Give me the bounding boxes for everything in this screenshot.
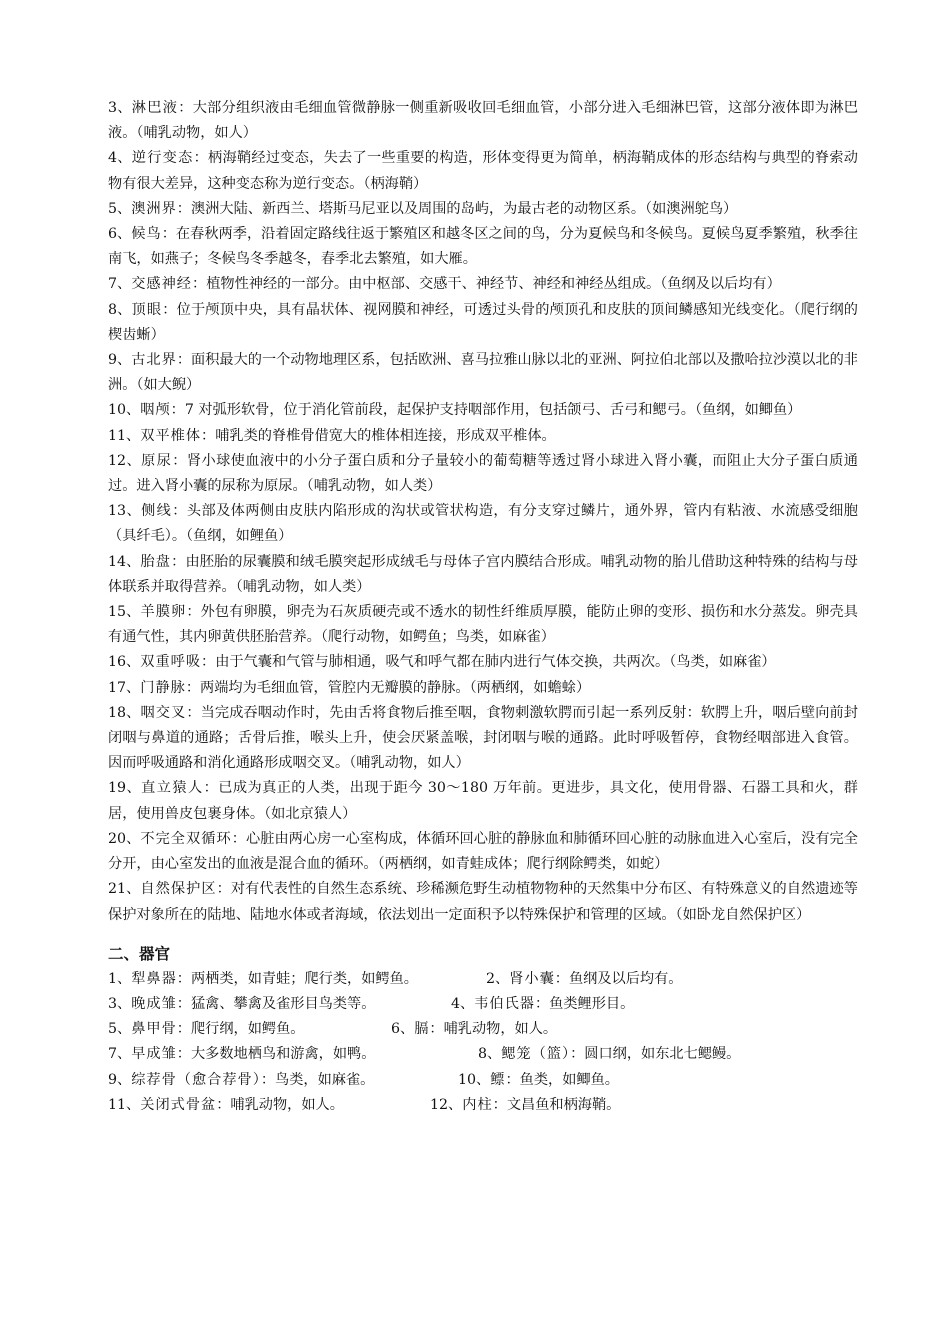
definition-entry (108, 499, 858, 549)
entry-text: 对有代表性的自然生态系统、珍稀濒危野生动植物物种的天然集中分布区、有特殊意义的自然遗迹等保护对象所在的陆地、陆地水体或者海域，依法划出一定面积予以特殊保护和管理的区域。（如卧龙自然保护区） (108, 881, 858, 923)
entry-text: 心脏由两心房一心室构成，体循环回心脏的静脉血和肺循环回心脏的动脉血进入心室后，没有完全分开，由心室发出的血液是混合血的循环。（两栖纲，如青蛙成体；爬行纲除鳄类，如蛇） (108, 830, 858, 873)
organ-number: 9、 (108, 1071, 132, 1088)
entry-term: 不完全双循环 (140, 830, 232, 847)
organ-item (486, 967, 683, 992)
entry-text: 位于颅顶中央，具有晶状体、视网膜和神经，可透过头骨的颅顶孔和皮肤的顶间鳞感知光线变化。（爬行纲的楔齿蜥） (108, 301, 858, 343)
organ-term: 关闭式骨盆 (140, 1096, 217, 1113)
entry-number: 5、 (108, 200, 132, 217)
organ-item (391, 1017, 557, 1042)
entry-separator: ： (170, 402, 185, 419)
organ-item (108, 967, 486, 992)
entry-separator: ： (193, 150, 209, 167)
entry-term: 顶眼 (131, 301, 163, 318)
entry-number: 9、 (108, 352, 132, 369)
organ-text: ：猛禽、攀禽及雀形目鸟类等。 (176, 995, 376, 1012)
definition-entry (108, 96, 858, 146)
organ-text: ：文昌鱼和柄海鞘。 (492, 1096, 621, 1113)
organ-number: 7、 (108, 1046, 132, 1063)
entry-term: 原尿 (141, 452, 173, 469)
organ-text: ：圆口纲，如东北七鳃鳗。 (570, 1046, 741, 1063)
entry-number: 17、 (108, 679, 141, 696)
definition-entry (108, 701, 858, 777)
organ-row (108, 1042, 858, 1067)
entry-term: 侧线 (141, 503, 173, 520)
entry-separator: ： (203, 780, 219, 797)
entry-number: 16、 (108, 654, 141, 671)
entry-term: 双重呼吸 (140, 654, 202, 671)
entry-separator: ： (178, 100, 193, 116)
organ-text: ：鱼类鲤形目。 (534, 995, 635, 1012)
organ-text: ：爬行纲，如鳄鱼。 (176, 1021, 305, 1038)
organ-row (108, 1093, 858, 1118)
organ-row (108, 1068, 858, 1093)
entry-number: 19、 (108, 780, 142, 797)
definition-entry (108, 348, 858, 398)
section-heading-organs: 二、器官 (108, 944, 171, 963)
entry-text: 7 对弧形软骨，位于消化管前段，起保护支持咽部作用，包括颌弓、舌弓和鳃弓。（鱼纲，如鲫鱼） (184, 402, 802, 419)
definition-entry (108, 298, 858, 348)
entry-term: 澳洲界 (131, 200, 177, 217)
entry-text: 肾小球使血液中的小分子蛋白质和分子量较小的葡萄糖等透过肾小球进入肾小囊，而阻止大分子蛋白质通过。进入肾小囊的尿称为原尿。（哺乳动物，如人类） (108, 452, 858, 495)
entry-term: 自然保护区 (140, 881, 217, 898)
entry-number: 15、 (108, 604, 141, 621)
entry-number: 18、 (108, 704, 141, 721)
entry-separator: ： (201, 654, 216, 671)
entry-separator: ： (186, 604, 201, 621)
entry-text: 大部分组织液由毛细血管微静脉一侧重新吸收回毛细血管，小部分进入毛细淋巴管，这部分液体即为淋巴液。（哺乳动物，如人） (108, 100, 858, 142)
organ-number: 8、 (478, 1046, 502, 1063)
entry-separator: ： (176, 200, 191, 217)
organ-text: ：哺乳动物，如人。 (216, 1096, 344, 1113)
organ-text: ：两栖类，如青蛙；爬行类，如鳄鱼。 (176, 970, 418, 987)
organ-row (108, 992, 858, 1017)
entry-number: 8、 (108, 301, 132, 318)
organ-term: 犁鼻器 (131, 970, 177, 987)
organ-item (108, 1042, 478, 1067)
entry-text: 头部及体两侧由皮肤内陷形成的沟状或管状构造，有分支穿过鳞片，通外界，管内有粘液、水流感受细胞（具纤毛）。（鱼纲，如鲤鱼） (108, 503, 858, 545)
organ-item (108, 1093, 430, 1118)
organ-number: 2、 (486, 970, 510, 987)
entry-text: 由于气囊和气管与肺相通，吸气和呼气都在肺内进行气体交换，共两次。（鸟类，如麻雀） (215, 654, 776, 671)
organ-item (478, 1042, 740, 1067)
entry-separator: ： (172, 503, 187, 520)
entry-number: 3、 (108, 100, 132, 116)
organ-number: 6、 (391, 1021, 415, 1038)
entry-term: 门静脉 (140, 679, 186, 696)
organ-text: ：鱼纲及以后均有。 (554, 970, 683, 987)
organ-number: 1、 (108, 970, 132, 987)
organ-term: 鼻甲骨 (131, 1021, 177, 1038)
organ-term: 内柱 (462, 1096, 493, 1113)
entry-term: 交感神经 (131, 276, 192, 293)
organ-row (108, 1017, 858, 1042)
organ-text: ：鱼类，如鲫鱼。 (505, 1071, 619, 1088)
definition-entry (108, 650, 858, 675)
definition-entry (108, 600, 858, 650)
entry-separator: ： (185, 679, 201, 696)
organ-number: 10、 (458, 1071, 491, 1088)
definition-entry (108, 676, 858, 701)
entry-text: 由胚胎的尿囊膜和绒毛膜突起形成绒毛与母体子宫内膜结合形成。哺乳动物的胎儿借助这种特殊的结构与母体联系并取得营养。（哺乳动物，如人类） (108, 553, 858, 595)
entry-separator: ： (161, 226, 176, 243)
entry-number: 11、 (108, 427, 141, 444)
entry-term: 候鸟 (131, 226, 162, 243)
entry-number: 12、 (108, 452, 142, 469)
definition-entry (108, 222, 858, 272)
organ-number: 11、 (108, 1096, 141, 1113)
definition-entry (108, 550, 858, 600)
definition-entry (108, 776, 858, 826)
organ-term: 晚成雏 (131, 995, 177, 1012)
definition-entry (108, 272, 858, 297)
organ-term: 早成雏 (131, 1046, 177, 1063)
entry-number: 10、 (108, 402, 141, 419)
entry-separator: ： (216, 881, 231, 898)
organ-term: 综荐骨（愈合荐骨） (131, 1071, 261, 1088)
entry-separator: ： (231, 830, 246, 847)
organ-text: ：哺乳动物，如人。 (429, 1021, 558, 1038)
entry-text: 已成为真正的人类，出现于距今 30～180 万年前。更进步，具文化，使用骨器、石器工具和火，群居，使用兽皮包裹身体。（如北京猿人） (108, 780, 858, 822)
entry-term: 直立猿人 (141, 780, 204, 797)
entry-text: 面积最大的一个动物地理区系，包括欧洲、喜马拉雅山脉以北的亚洲、阿拉伯北部以及撒哈拉沙漠以北的非洲。（如大鲵） (108, 352, 858, 394)
entry-separator: ： (162, 301, 177, 318)
organ-row (108, 967, 858, 992)
organ-text: ：鸟类，如麻雀。 (260, 1071, 375, 1088)
entry-text: 两端均为毛细血管，管腔内无瓣膜的静脉。（两栖纲，如蟾蜍） (200, 679, 591, 696)
organ-list (108, 967, 858, 1118)
definition-entry (108, 877, 858, 927)
entry-number: 7、 (108, 276, 132, 293)
organ-term: 韦伯氏器 (474, 995, 535, 1012)
organ-term: 肾小囊 (509, 970, 555, 987)
organ-term: 鳔 (490, 1071, 506, 1088)
organ-item (430, 1093, 620, 1118)
entry-number: 21、 (108, 881, 141, 898)
organ-item (108, 992, 451, 1017)
entry-term: 古北界 (131, 352, 177, 369)
definition-entry (108, 424, 858, 449)
entry-separator: ： (201, 427, 216, 444)
organ-item (451, 992, 634, 1017)
entry-number: 4、 (108, 150, 132, 167)
entry-text: 当完成吞咽动作时，先由舌将食物后推至咽，食物刺激软腭而引起一系列反射：软腭上升，咽后壁向前封闭咽与鼻道的通路；舌骨后推，喉头上升，使会厌紧盖喉，封闭咽与喉的通路。此时呼吸暂停，食物经咽部进入食管。因而呼吸通路和消化通路形成咽交叉。（哺乳动物，如人） (108, 704, 858, 772)
entry-separator: ： (171, 553, 186, 570)
organ-number: 12、 (430, 1096, 463, 1113)
entry-separator: ： (176, 352, 192, 369)
definition-entry (108, 197, 858, 222)
definition-entry (108, 827, 858, 877)
entry-separator: ： (186, 704, 201, 721)
definition-list (108, 96, 858, 928)
organ-item (108, 1068, 458, 1093)
entry-term: 双平椎体 (140, 427, 202, 444)
entry-term: 羊膜卵 (140, 604, 187, 621)
organ-number: 5、 (108, 1021, 132, 1038)
entry-number: 14、 (108, 553, 141, 570)
entry-text: 植物性神经的一部分。由中枢部、交感干、神经节、神经和神经丛组成。（鱼纲及以后均有） (206, 276, 781, 293)
entry-number: 6、 (108, 226, 132, 243)
entry-term: 咽颅 (140, 402, 171, 419)
document-page (108, 96, 858, 1118)
entry-number: 20、 (108, 830, 141, 847)
entry-term: 逆行变态 (131, 150, 194, 167)
entry-number: 13、 (108, 503, 142, 520)
organ-number: 4、 (451, 995, 475, 1012)
entry-text: 外包有卵膜，卵壳为石灰质硬壳或不透水的韧性纤维质厚膜，能防止卵的变形、损伤和水分蒸发。卵壳具有通气性，其内卵黄供胚胎营养。（爬行动物，如鳄鱼；鸟类，如麻雀） (108, 604, 858, 646)
organ-term: 膈 (414, 1021, 430, 1038)
entry-term: 淋巴液 (131, 100, 179, 116)
organ-text: ：大多数地栖鸟和游禽，如鸭。 (176, 1046, 376, 1063)
definition-entry (108, 398, 858, 423)
entry-text: 在春秋两季，沿着固定路线往返于繁殖区和越冬区之间的鸟，分为夏候鸟和冬候鸟。夏候鸟夏季繁殖，秋季往南飞，如燕子；冬候鸟冬季越冬，春季北去繁殖，如大雁。 (108, 226, 858, 268)
organ-term: 鳃笼（篮） (501, 1046, 571, 1063)
organ-item (108, 1017, 391, 1042)
entry-separator: ： (191, 276, 207, 293)
entry-text: 哺乳类的脊椎骨借宽大的椎体相连接，形成双平椎体。 (215, 427, 556, 444)
entry-text: 柄海鞘经过变态，失去了一些重要的构造，形体变得更为简单，柄海鞘成体的形态结构与典型的脊索动物有很大差异，这种变态称为逆行变态。（柄海鞘） (108, 150, 858, 192)
definition-entry (108, 449, 858, 499)
definition-entry (108, 146, 858, 196)
organ-number: 3、 (108, 995, 132, 1012)
entry-term: 咽交叉 (140, 704, 187, 721)
entry-term: 胎盘 (140, 553, 172, 570)
entry-text: 澳洲大陆、新西兰、塔斯马尼亚以及周围的岛屿，为最古老的动物区系。（如澳洲鸵鸟） (191, 200, 738, 217)
entry-separator: ： (172, 452, 187, 469)
organ-item (458, 1068, 619, 1093)
